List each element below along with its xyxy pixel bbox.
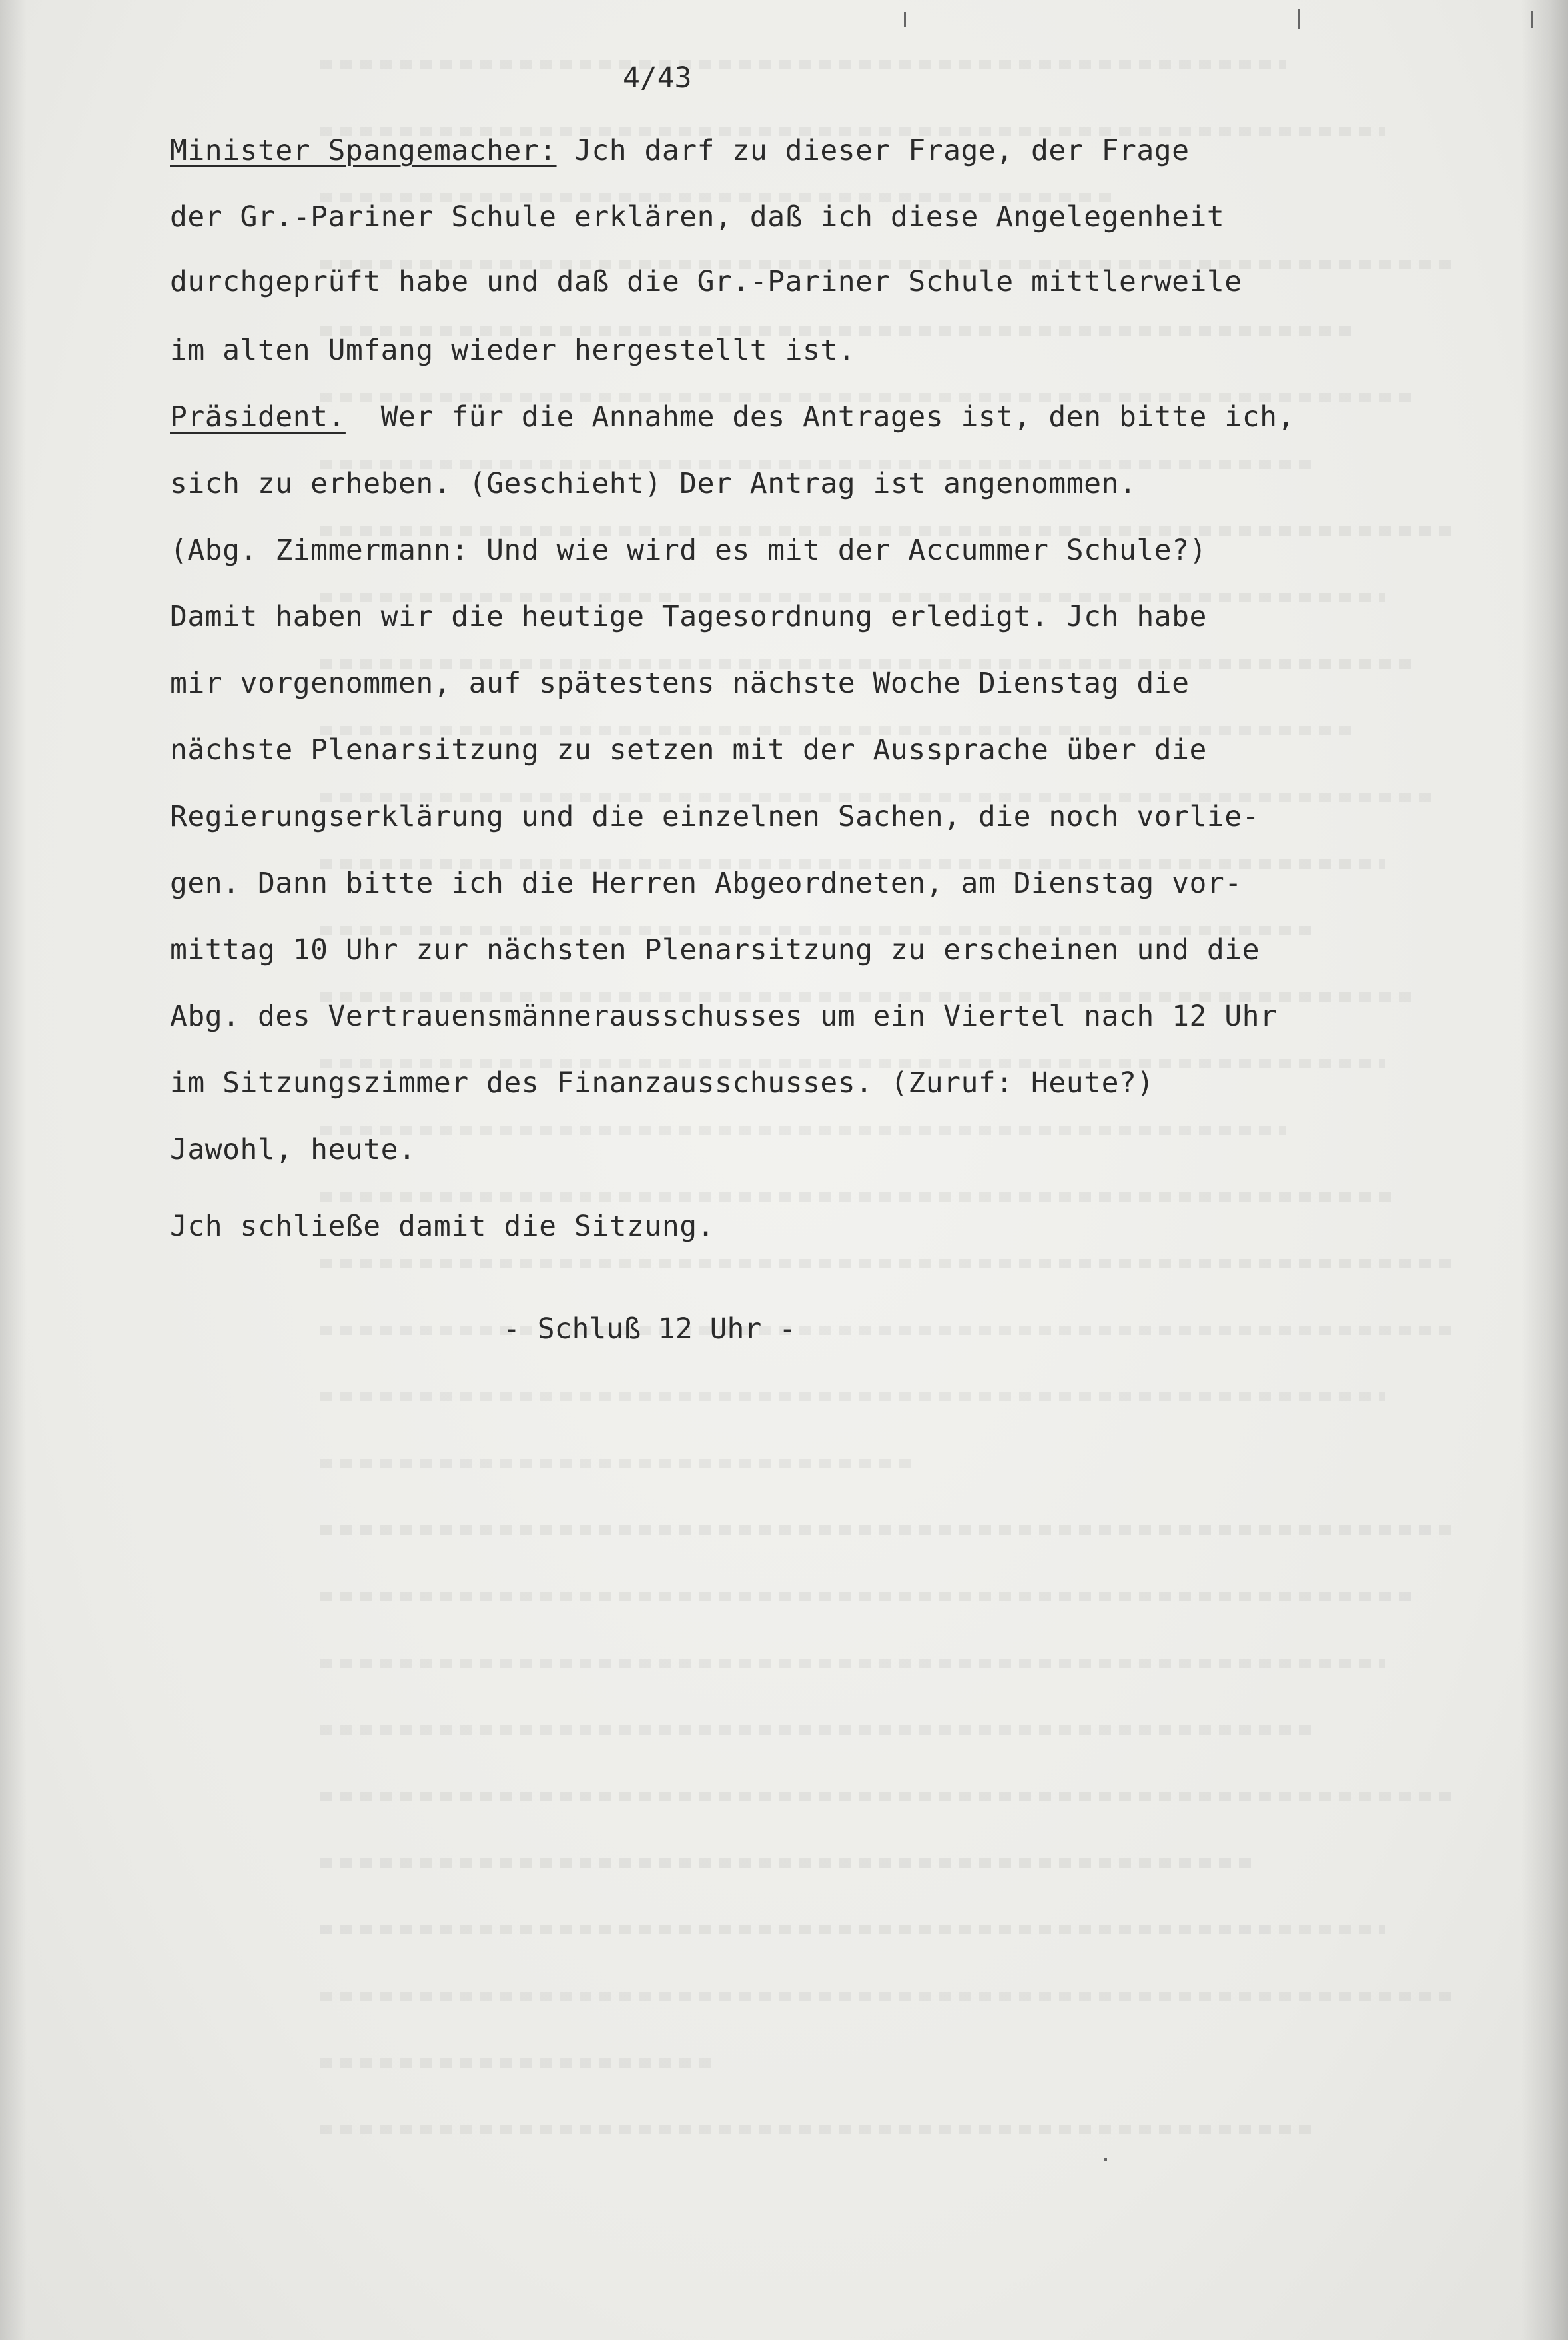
speaker-name: Minister Spangemacher: [170, 134, 557, 167]
paper-speck [1531, 11, 1533, 28]
page-shadow-left [0, 0, 27, 2340]
page-shadow-right [1521, 0, 1568, 2340]
text-line: Abg. des Vertrauensmännerausschusses um ein Viertel nach 12 Uhr [170, 1000, 1278, 1033]
session-closing: - Schluß 12 Uhr - [503, 1312, 797, 1346]
paper-speck [1104, 2158, 1107, 2161]
text-line: mittag 10 Uhr zur nächsten Plenarsitzung zu erscheinen und die [170, 933, 1260, 967]
text-line: Jawohl, heute. [170, 1133, 416, 1166]
text-line: gen. Dann bitte ich die Herren Abgeordneten, am Dienstag vor- [170, 867, 1242, 900]
bleed-through-texture [320, 60, 1519, 2191]
text-line: der Gr.-Pariner Schule erklären, daß ich diese Angelegenheit [170, 200, 1225, 234]
page-number: 4/43 [623, 61, 692, 95]
text-line: (Abg. Zimmermann: Und wie wird es mit der Accummer Schule?) [170, 534, 1207, 567]
paper-speck [904, 12, 906, 27]
text-line [170, 134, 1190, 167]
text-line: im Sitzungszimmer des Finanzausschusses. (Zuruf: Heute?) [170, 1066, 1154, 1100]
text-line [170, 400, 1295, 434]
text-line: Jch schließe damit die Sitzung. [170, 1210, 715, 1243]
text-line: Regierungserklärung und die einzelnen Sachen, die noch vorlie- [170, 800, 1260, 833]
text-line: sich zu erheben. (Geschieht) Der Antrag ist angenommen. [170, 467, 1137, 500]
speech-text: Wer für die Annahme des Antrages ist, den bitte ich, [345, 400, 1295, 434]
paper-speck [1298, 9, 1300, 29]
speaker-name: Präsident. [170, 400, 346, 434]
speech-text: Jch darf zu dieser Frage, der Frage [556, 134, 1190, 167]
text-line: Damit haben wir die heutige Tagesordnung erledigt. Jch habe [170, 600, 1207, 633]
text-line: mir vorgenommen, auf spätestens nächste Woche Dienstag die [170, 667, 1190, 700]
text-line: nächste Plenarsitzung zu setzen mit der Aussprache über die [170, 733, 1207, 767]
text-line: durchgeprüft habe und daß die Gr.-Pariner Schule mittlerweile [170, 265, 1242, 298]
text-line: im alten Umfang wieder hergestellt ist. [170, 334, 856, 367]
